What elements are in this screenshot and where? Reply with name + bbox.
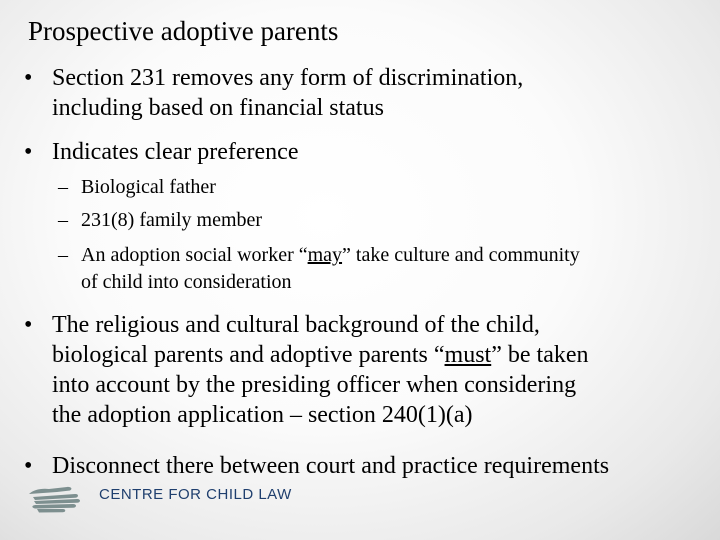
bullet-text: The religious and cultural background of the child, — [52, 312, 540, 338]
bullet-text: the adoption application – section 240(1)(a) — [52, 402, 473, 428]
emphasis-must: must — [444, 342, 492, 368]
sub-bullet-text: 231(8) family member — [81, 209, 263, 231]
sub-bullet-text: Biological father — [81, 176, 216, 198]
emphasis-may: may — [307, 244, 343, 266]
sub-bullet-text: An adoption social worker “may” take culture and community — [81, 244, 580, 266]
hand-logo-icon — [27, 478, 93, 514]
bullet-symbol: • — [24, 453, 33, 479]
bullet-text: Disconnect there between court and practice requirements — [52, 453, 610, 479]
slide-title: Prospective adoptive parents — [28, 16, 339, 46]
centre-for-child-law-logo — [27, 478, 292, 514]
bullet-symbol: • — [24, 139, 33, 165]
bullet-symbol: • — [24, 312, 33, 338]
bullet-text: biological parents and adoptive parents “must” be taken — [52, 342, 589, 368]
bullet-text: including based on financial status — [52, 95, 384, 121]
dash-symbol: – — [58, 176, 68, 198]
bullet-symbol: • — [24, 65, 33, 91]
dash-symbol: – — [58, 244, 68, 266]
bullet-text: Section 231 removes any form of discrimination, — [52, 65, 524, 91]
logo-text: CENTRE FOR CHILD LAW — [99, 486, 292, 503]
dash-symbol: – — [58, 209, 68, 231]
bullet-text: Indicates clear preference — [52, 139, 299, 165]
bullet-text: into account by the presiding officer when considering — [52, 372, 577, 398]
sub-bullet-text: of child into consideration — [81, 271, 292, 293]
